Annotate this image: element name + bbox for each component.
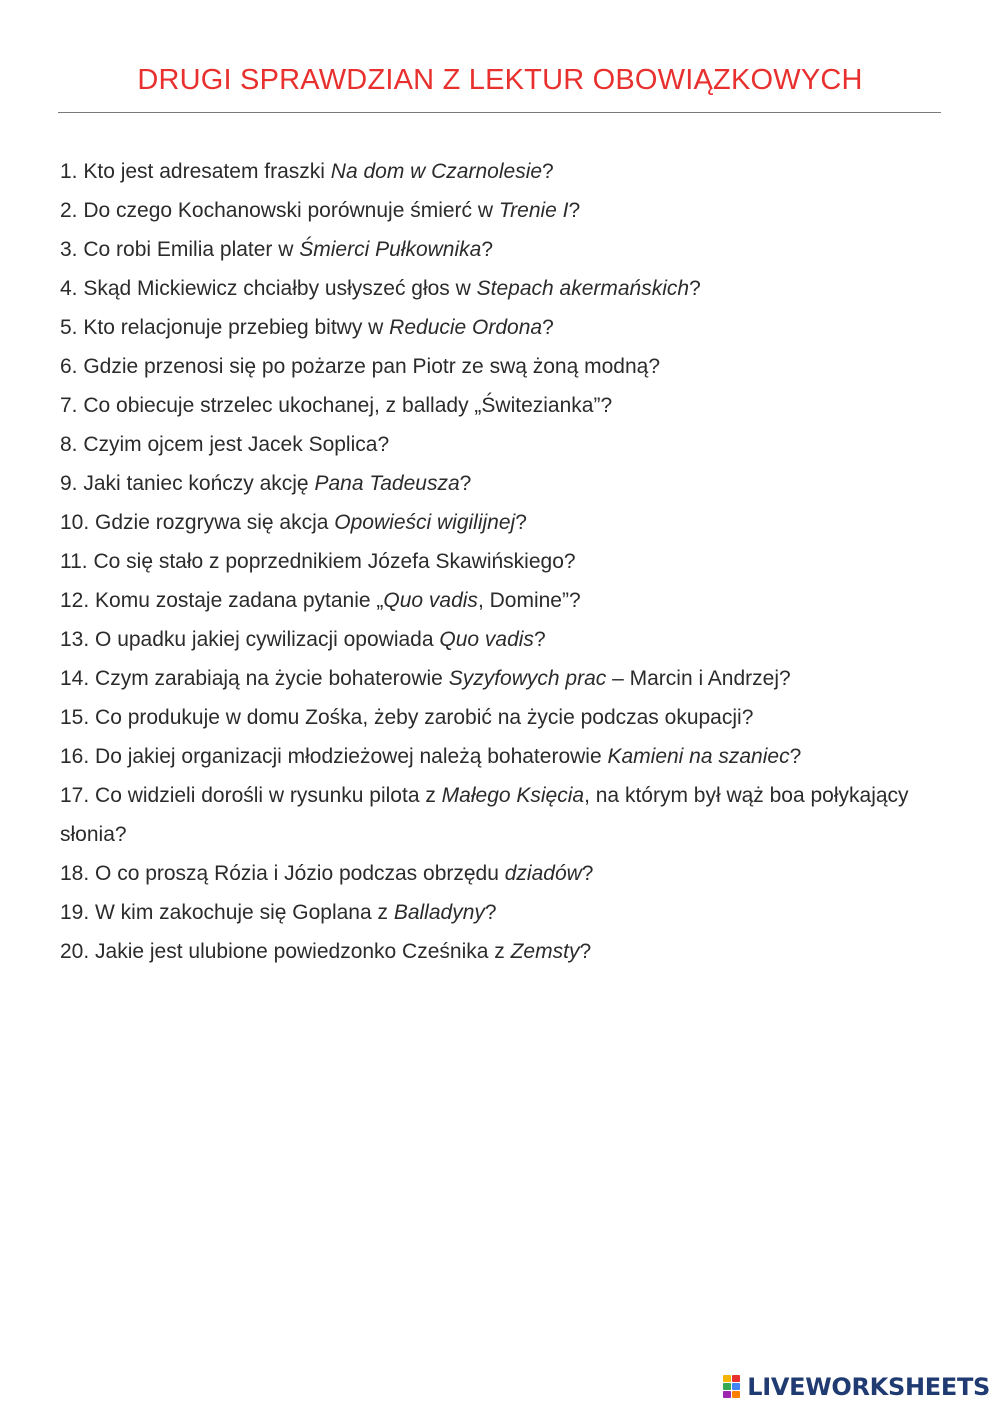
question-text: ? [542,316,554,339]
question-text: 16. Do jakiej organizacji młodzieżowej należą bohaterowie [60,745,608,768]
question-text: 12. Komu zostaje zadana pytanie „ [60,589,384,612]
book-title: Małego Księcia [441,784,585,807]
liveworksheets-logo-icon [723,1375,745,1399]
question-text: 1. Kto jest adresatem fraszki [60,160,331,183]
question-item [60,854,920,893]
question-item [60,698,920,737]
question-text: ? [579,940,592,963]
book-title: Quo vadis [383,589,478,612]
question-text: ? [481,238,494,261]
logo-tile [723,1383,731,1390]
question-text: 7. Co obiecuje strzelec ukochanej, z ballady „Świtezianka”? [60,394,613,417]
question-item [60,386,920,425]
question-text: 15. Co produkuje w domu Zośka, żeby zarobić na życie podczas okupacji? [60,706,754,729]
book-title: Pana Tadeusza [314,472,460,495]
logo-tile [732,1391,740,1398]
book-title: Reducie Ordona [389,316,543,339]
question-text: 9. Jaki taniec kończy akcję [60,472,315,495]
book-title: Syzyfowych prac [448,667,607,690]
question-text: 20. Jakie jest ulubione powiedzonko Cześnika z [60,940,511,963]
question-text: 14. Czym zarabiają na życie bohaterowie [60,667,449,690]
question-text: 11. Co się stało z poprzednikiem Józefa Skawińskiego? [60,550,576,573]
question-text: ? [581,862,594,885]
book-title: Stepach akermańskich [476,277,690,300]
question-text: ? [459,472,472,495]
question-text: 6. Gdzie przenosi się po pożarze pan Piotr ze swą żoną modną? [60,355,661,378]
question-item [60,503,920,542]
book-title: dziadów [504,862,582,885]
book-title: Balladyny [393,901,485,924]
question-text: ? [542,160,554,183]
question-text: ? [484,901,497,924]
question-text: ? [789,745,802,768]
question-item [60,776,920,854]
book-title: Trenie I [498,199,569,222]
question-text: 8. Czyim ojcem jest Jacek Soplica? [60,433,390,456]
question-item [60,152,920,191]
logo-text: LIVEWORKSHEETS [747,1373,990,1401]
book-title: Kamieni na szaniec [607,745,790,768]
question-text: , na którym był wąż boa połykający słonia? [60,784,909,846]
question-text: 3. Co robi Emilia plater w [60,238,300,261]
book-title: Quo vadis [439,628,534,651]
page-title: DRUGI SPRAWDZIAN Z LEKTUR OBOWIĄZKOWYCH [137,64,863,96]
question-text: , Domine”? [477,589,581,612]
question-item [60,269,920,308]
question-text: 4. Skąd Mickiewicz chciałby usłyszeć głos w [60,277,477,300]
book-title: Na dom w Czarnolesie [330,160,543,183]
question-text: 19. W kim zakochuje się Goplana z [60,901,394,924]
question-item [60,893,920,932]
question-item [60,737,920,776]
question-item [60,659,920,698]
question-item [60,308,920,347]
logo-tile [723,1391,731,1398]
question-list [60,152,920,971]
question-item [60,425,920,464]
book-title: Zemsty [510,940,580,963]
question-text: 2. Do czego Kochanowski porównuje śmierć w [60,199,499,222]
logo-tile [723,1375,731,1382]
question-item [60,620,920,659]
question-text: 13. O upadku jakiej cywilizacji opowiada [60,628,440,651]
question-item [60,347,920,386]
question-text: 5. Kto relacjonuje przebieg bitwy w [60,316,390,339]
book-title: Opowieści wigilijnej [334,511,516,534]
question-text: ? [568,199,581,222]
question-item [60,932,920,971]
title-divider [58,112,941,113]
question-text: ? [689,277,701,300]
book-title: Śmierci Pułkownika [299,238,482,261]
question-text: ? [533,628,546,651]
question-item [60,581,920,620]
question-item [60,542,920,581]
question-item [60,464,920,503]
question-text: ? [515,511,527,534]
question-text: 10. Gdzie rozgrywa się akcja [60,511,335,534]
question-item [60,191,920,230]
logo-tile [732,1383,740,1390]
question-text: 18. O co proszą Rózia i Józio podczas obrzędu [60,862,505,885]
question-text: – Marcin i Andrzej? [606,667,791,690]
question-text: 17. Co widzieli dorośli w rysunku pilota z [60,784,442,807]
question-item [60,230,920,269]
liveworksheets-logo [723,1373,990,1401]
logo-tile [732,1375,740,1382]
